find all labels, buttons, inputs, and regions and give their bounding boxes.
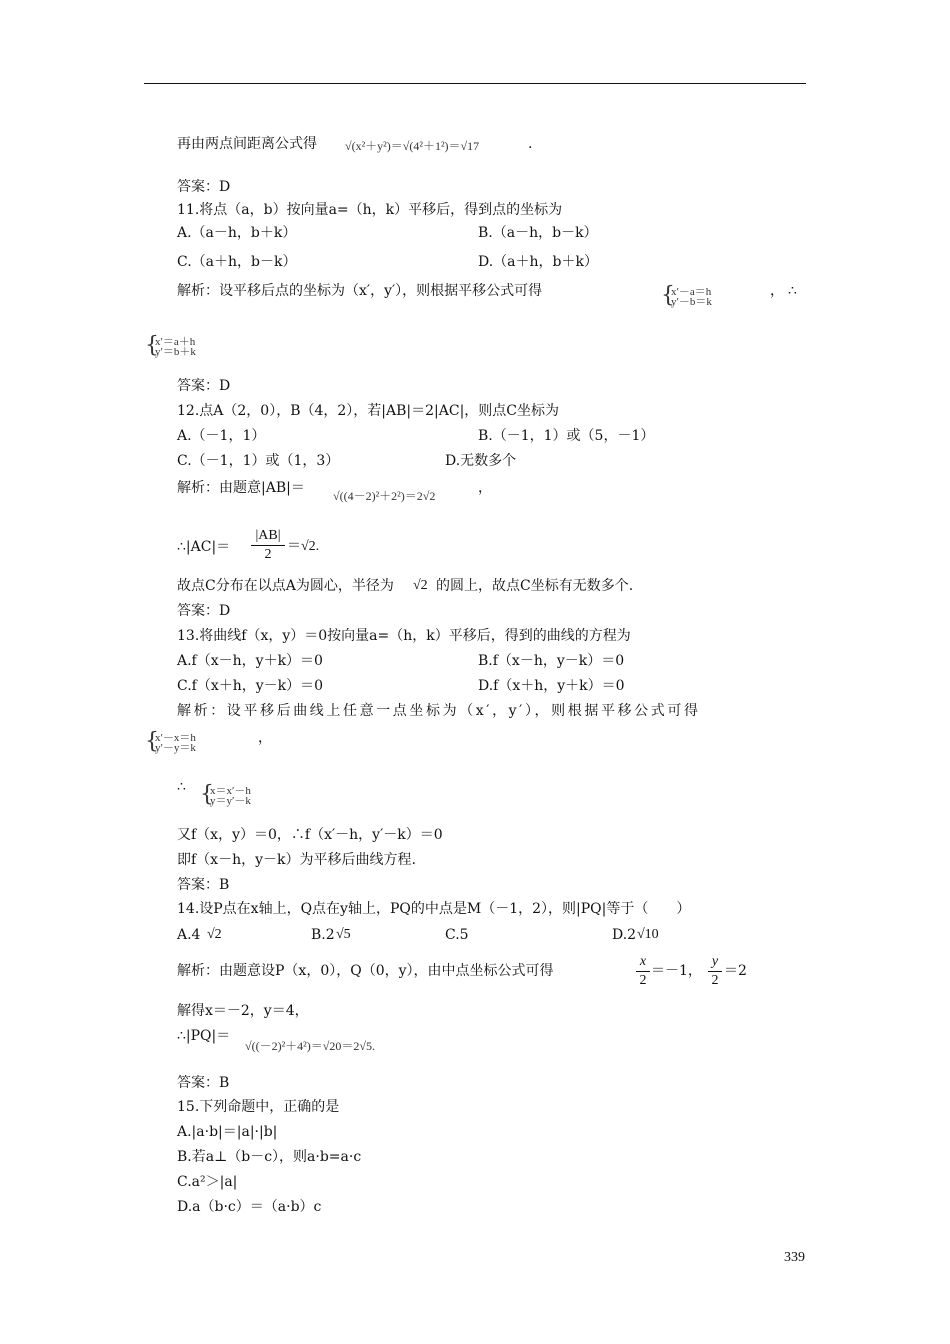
header-rule <box>144 83 806 84</box>
fraction-numerator: x <box>636 953 650 972</box>
y-fraction <box>708 953 722 990</box>
solution-13: 解析：设平移后曲线上任意一点坐标为（x′，y′），则根据平移公式可得 <box>177 703 701 719</box>
pq-value: √((－2)²＋4²)＝√20＝2√5. <box>245 1039 375 1053</box>
answer-14: 答案：B <box>177 1075 230 1091</box>
option-14d: D.2 <box>612 927 637 943</box>
answer-12: 答案：D <box>177 603 231 619</box>
system-row: y′－b＝k <box>671 296 712 308</box>
comma: ， <box>258 730 272 746</box>
option-12c: C.（－1，1）或（1，3） <box>177 453 340 469</box>
system-row: x′－a＝h <box>671 286 712 298</box>
ac-fraction <box>251 527 285 564</box>
option-14b: B.2 <box>311 927 335 943</box>
option-13d: D.f（x＋h，y＋k）＝0 <box>478 678 625 694</box>
option-14c: C.5 <box>445 927 469 943</box>
radius-value: √2 <box>413 578 428 593</box>
system-row: x′＝a＋h <box>155 336 196 348</box>
system-row: y′－y＝k <box>155 742 196 754</box>
answer-13: 答案：B <box>177 877 230 893</box>
question-14: 14.设P点在x轴上，Q点在y轴上，PQ的中点是M（－1，2），则|PQ|等于（ ） <box>177 901 691 917</box>
text-line: 再由两点间距离公式得 <box>177 136 317 152</box>
option-14a: A.4 <box>177 927 201 943</box>
fraction-denominator: 2 <box>711 973 719 988</box>
solution-13-step: 又f（x，y）＝0，∴f（x′－h，y′－k）＝0 <box>177 827 443 843</box>
comma: ， <box>478 480 492 496</box>
page-number: 339 <box>784 1250 805 1265</box>
ac-result: ＝√2. <box>287 539 320 554</box>
option-11b: B.（a－h，b－k） <box>478 225 598 241</box>
solution-14: 解析：由题意设P（x，0），Q（0，y），由中点坐标公式可得 <box>177 963 554 979</box>
ab-value: √((4－2)²＋2²)＝2√2 <box>333 489 436 503</box>
option-15c: C.a²＞|a| <box>177 1174 238 1190</box>
option-11a: A.（a－h，b＋k） <box>177 225 297 241</box>
option-15a: A.|a·b|＝|a|·|b| <box>177 1124 278 1140</box>
solution-14-values: 解得x＝－2，y＝4， <box>177 1003 309 1019</box>
therefore-symbol: ∴ <box>788 283 797 299</box>
fraction-denominator: 2 <box>264 547 272 562</box>
y-equation: ＝2 <box>724 963 747 979</box>
fraction-numerator: y <box>708 953 722 972</box>
solution-12-conclusion: 故点C分布在以点A为圆心，半径为 <box>177 578 394 594</box>
option-12d: D.无数多个 <box>445 453 517 469</box>
period: . <box>528 136 533 152</box>
answer-10: 答案：D <box>177 179 231 195</box>
system-row: x′－x＝h <box>155 732 196 744</box>
fraction-denominator: 2 <box>639 973 647 988</box>
fraction-numerator: |AB| <box>251 527 285 546</box>
x-equation: ＝－1， <box>651 963 702 979</box>
question-15: 15.下列命题中，正确的是 <box>177 1099 340 1115</box>
x-fraction <box>636 953 650 990</box>
system-row: y＝y′－k <box>210 795 251 807</box>
system-row: x＝x′－h <box>210 785 251 797</box>
option-14d-value: √10 <box>637 927 659 942</box>
option-14a-value: √2 <box>207 927 222 942</box>
option-15d: D.a（b·c）＝（a·b）c <box>177 1199 322 1215</box>
solution-11: 解析：设平移后点的坐标为（x′，y′），则根据平移公式可得 <box>177 283 543 299</box>
option-13b: B.f（x－h，y－k）＝0 <box>478 653 625 669</box>
solution-12: 解析：由题意|AB|＝ <box>177 480 305 496</box>
question-13: 13.将曲线f（x，y）＝0按向量a=（h，k）平移后，得到的曲线的方程为 <box>177 628 631 644</box>
option-11c: C.（a＋h，b－k） <box>177 254 297 270</box>
system-row: y′＝b＋k <box>155 346 196 358</box>
option-11d: D.（a＋h，b＋k） <box>478 254 598 270</box>
option-14b-value: √5 <box>336 927 351 942</box>
option-13a: A.f（x－h，y＋k）＝0 <box>177 653 323 669</box>
question-12: 12.点A（2，0），B（4，2），若|AB|＝2|AC|，则点C坐标为 <box>177 403 559 419</box>
pq-expression: ∴|PQ|＝ <box>177 1028 231 1044</box>
solution-13-conclusion: 即f（x－h，y－k）为平移后曲线方程. <box>177 852 416 868</box>
answer-11: 答案：D <box>177 378 231 394</box>
distance-formula: √(x²＋y²)＝√(4²＋1²)＝√17 <box>345 139 480 153</box>
solution-12-tail: 的圆上，故点C坐标有无数多个. <box>436 578 634 594</box>
option-12a: A.（－1，1） <box>177 428 266 444</box>
option-12b: B.（－1，1）或（5，－1） <box>478 428 655 444</box>
therefore-symbol: ∴ <box>177 779 186 795</box>
option-13c: C.f（x＋h，y－k）＝0 <box>177 678 324 694</box>
comma: ， <box>770 283 784 299</box>
option-15b: B.若a⊥（b－c），则a·b=a·c <box>177 1149 362 1165</box>
question-11: 11.将点（a，b）按向量a=（h，k）平移后，得到点的坐标为 <box>177 202 563 218</box>
ac-expression: ∴|AC|＝ <box>177 539 231 555</box>
